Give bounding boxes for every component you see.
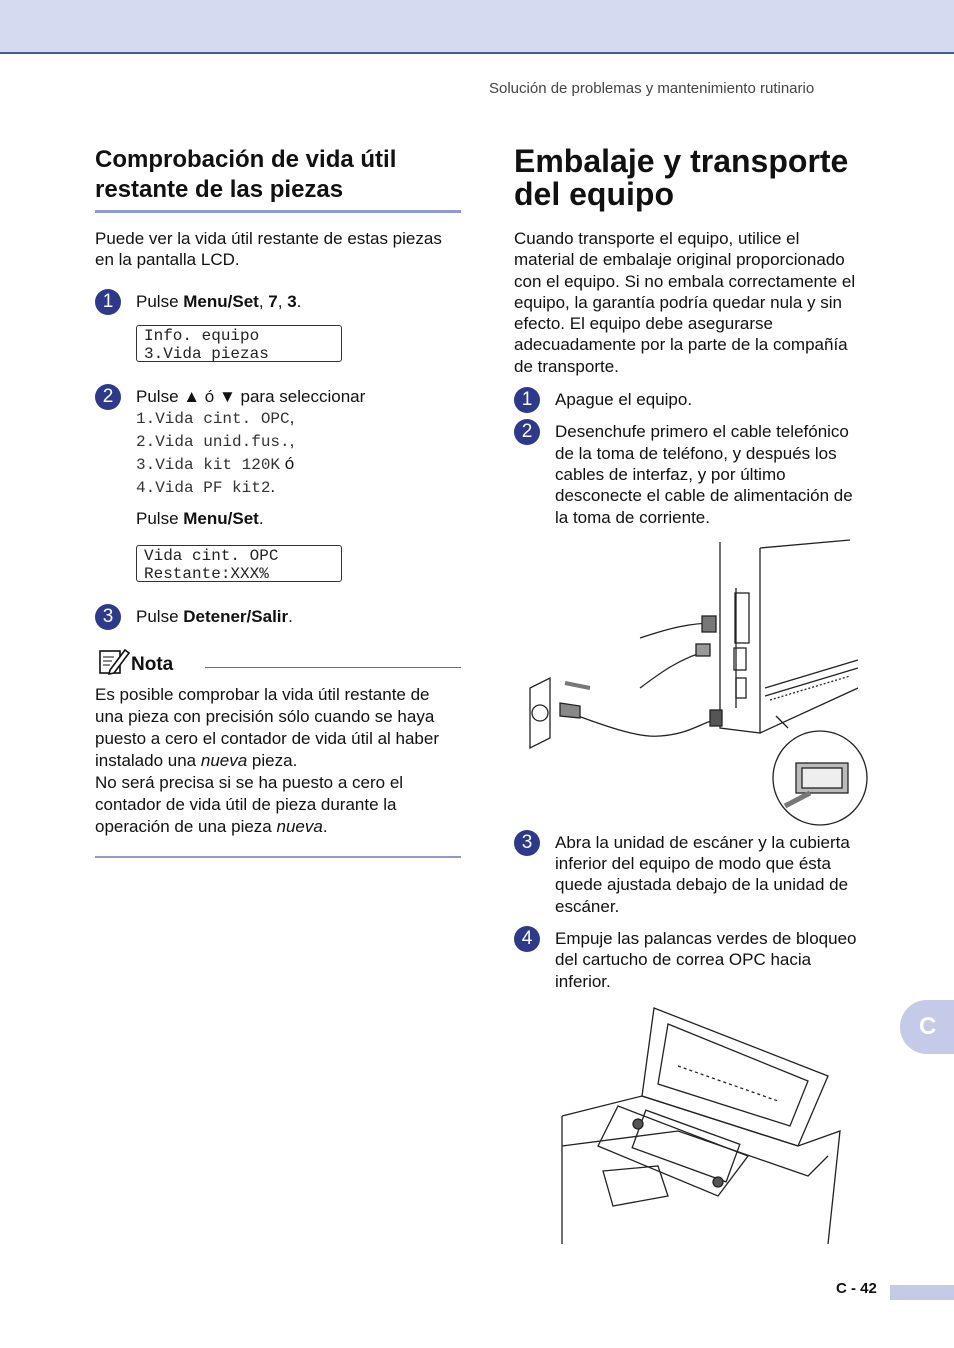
step-text: escáner. bbox=[555, 896, 620, 916]
step-text: Abra la unidad de escáner y la cubierta bbox=[555, 832, 850, 852]
note-rule bbox=[205, 667, 461, 668]
step-1 bbox=[95, 291, 461, 312]
separator: , bbox=[277, 291, 288, 311]
option-item bbox=[136, 430, 461, 453]
period: . bbox=[258, 509, 264, 529]
step-number-badge: 2 bbox=[514, 419, 540, 445]
step-number-badge: 4 bbox=[514, 926, 540, 952]
section-title-line2: restante de las piezas bbox=[95, 176, 344, 203]
note-line-end: pieza. bbox=[247, 750, 298, 770]
option-item bbox=[136, 407, 461, 430]
lcd-line: Vida cint. OPC bbox=[144, 547, 279, 566]
main-title bbox=[514, 145, 884, 211]
option-code: 1.Vida cint. OPC bbox=[136, 410, 290, 429]
intro-paragraph bbox=[95, 228, 461, 271]
step-text: Desenchufe primero el cable telefónico bbox=[555, 422, 849, 442]
chapter-tab: C bbox=[900, 1000, 954, 1054]
note-line: No será precisa si se ha puesto a cero el bbox=[95, 772, 404, 792]
step-number-badge: 1 bbox=[514, 387, 540, 413]
step-text: Pulse bbox=[136, 291, 184, 311]
step-text: Pulse bbox=[136, 607, 184, 627]
step-3 bbox=[95, 606, 461, 627]
intro-line: material de embalaje original proporcionado bbox=[514, 250, 845, 270]
step-2 bbox=[514, 421, 884, 527]
intro-line: equipo, la garantía podría quedar nula y sin bbox=[514, 292, 842, 312]
option-list bbox=[136, 407, 461, 499]
main-title-line2: del equipo bbox=[514, 176, 674, 212]
title-rule bbox=[95, 210, 461, 213]
running-head: Solución de problemas y mantenimiento rutinario bbox=[489, 80, 815, 97]
lcd-display-2 bbox=[136, 545, 342, 582]
period: . bbox=[288, 607, 293, 627]
step-1 bbox=[514, 389, 884, 410]
intro-line: efecto. El equipo debe asegurarse bbox=[514, 314, 773, 334]
note-line-end: . bbox=[322, 816, 328, 836]
note-body bbox=[95, 684, 461, 838]
note-line: instalado una bbox=[95, 750, 201, 770]
header-band bbox=[0, 0, 954, 54]
step-text: la toma de corriente. bbox=[555, 507, 710, 527]
step-number-badge: 3 bbox=[514, 830, 540, 856]
unplug-cables-illustration bbox=[520, 538, 870, 826]
transport-intro bbox=[514, 228, 884, 377]
step-text: Pulse ▲ ó ▼ para seleccionar bbox=[136, 386, 366, 406]
lcd-line: 3.Vida piezas bbox=[144, 344, 269, 363]
step-2 bbox=[95, 386, 461, 530]
intro-line: Cuando transporte el equipo, utilice el bbox=[514, 229, 800, 248]
section-title-line1: Comprobación de vida útil bbox=[95, 146, 397, 173]
right-column bbox=[514, 145, 884, 1244]
emphasis: nueva bbox=[200, 750, 248, 770]
section-title bbox=[95, 145, 461, 205]
option-suffix: , bbox=[289, 431, 295, 451]
step-text: Pulse bbox=[136, 509, 184, 529]
page-number-bar bbox=[890, 1285, 954, 1300]
note-label: Nota bbox=[131, 653, 174, 675]
option-suffix: , bbox=[289, 408, 295, 428]
step-text: inferior. bbox=[555, 971, 611, 991]
step-text: Apague el equipo. bbox=[555, 390, 693, 410]
key-detener-salir: Detener/Salir bbox=[183, 607, 289, 627]
note-bottom-rule bbox=[95, 856, 461, 858]
lcd-display-1 bbox=[136, 325, 342, 362]
step-number-badge: 1 bbox=[95, 289, 121, 315]
key-menu-set: Menu/Set bbox=[183, 509, 259, 529]
emphasis: nueva bbox=[276, 816, 323, 836]
step-text: de la toma de teléfono, y después los bbox=[555, 443, 837, 463]
step-text: cables de interfaz, y por último bbox=[555, 464, 786, 484]
page-number: C - 42 bbox=[836, 1280, 877, 1297]
step-text: desconecte el cable de alimentación de bbox=[555, 486, 853, 506]
note-line: Es posible comprobar la vida útil restante de bbox=[95, 684, 430, 704]
option-code: 3.Vida kit 120K bbox=[136, 456, 281, 475]
option-suffix: . bbox=[270, 477, 276, 497]
note-line: puesto a cero el contador de vida útil al haber bbox=[95, 728, 440, 748]
step-4 bbox=[514, 928, 884, 992]
option-code: 4.Vida PF kit2 bbox=[136, 479, 271, 498]
press-instruction bbox=[136, 508, 461, 529]
note-line: operación de una pieza bbox=[95, 816, 277, 836]
separator: , bbox=[258, 291, 269, 311]
step-text: Empuje las palancas verdes de bloqueo bbox=[555, 929, 857, 949]
intro-line: en la pantalla LCD. bbox=[95, 250, 240, 270]
lcd-line: Info. equipo bbox=[144, 326, 260, 345]
main-title-line1: Embalaje y transporte bbox=[514, 143, 849, 179]
key-3: 3 bbox=[287, 291, 297, 311]
key-menu-set: Menu/Set bbox=[183, 291, 259, 311]
step-text: del cartucho de correa OPC hacia bbox=[555, 950, 812, 970]
lcd-line: Restante:XXX% bbox=[144, 565, 269, 584]
intro-line: con el equipo. Si no embala correctamente el bbox=[514, 271, 856, 291]
open-scanner-illustration bbox=[558, 1006, 848, 1244]
step-number-badge: 3 bbox=[95, 604, 121, 630]
intro-line: de transporte. bbox=[514, 356, 619, 376]
option-code: 2.Vida unid.fus. bbox=[136, 433, 290, 452]
intro-line: Puede ver la vida útil restante de estas piezas bbox=[95, 229, 442, 248]
note-line: contador de vida útil de pieza durante la bbox=[95, 794, 397, 814]
step-text: inferior del equipo de modo que ésta bbox=[555, 854, 831, 874]
option-item bbox=[136, 476, 461, 499]
step-number-badge: 2 bbox=[95, 384, 121, 410]
step-3 bbox=[514, 832, 884, 917]
key-7: 7 bbox=[268, 291, 278, 311]
period: . bbox=[296, 291, 302, 311]
note-line: una pieza con precisión sólo cuando se haya bbox=[95, 706, 435, 726]
option-suffix: ó bbox=[280, 454, 295, 474]
step-text: quede ajustada debajo de la unidad de bbox=[555, 875, 849, 895]
option-item bbox=[136, 453, 461, 476]
note-pencil-icon bbox=[97, 646, 131, 676]
note-header bbox=[95, 646, 461, 676]
left-column bbox=[95, 145, 461, 858]
intro-line: adecuadamente por la parte de la compañía bbox=[514, 335, 848, 355]
